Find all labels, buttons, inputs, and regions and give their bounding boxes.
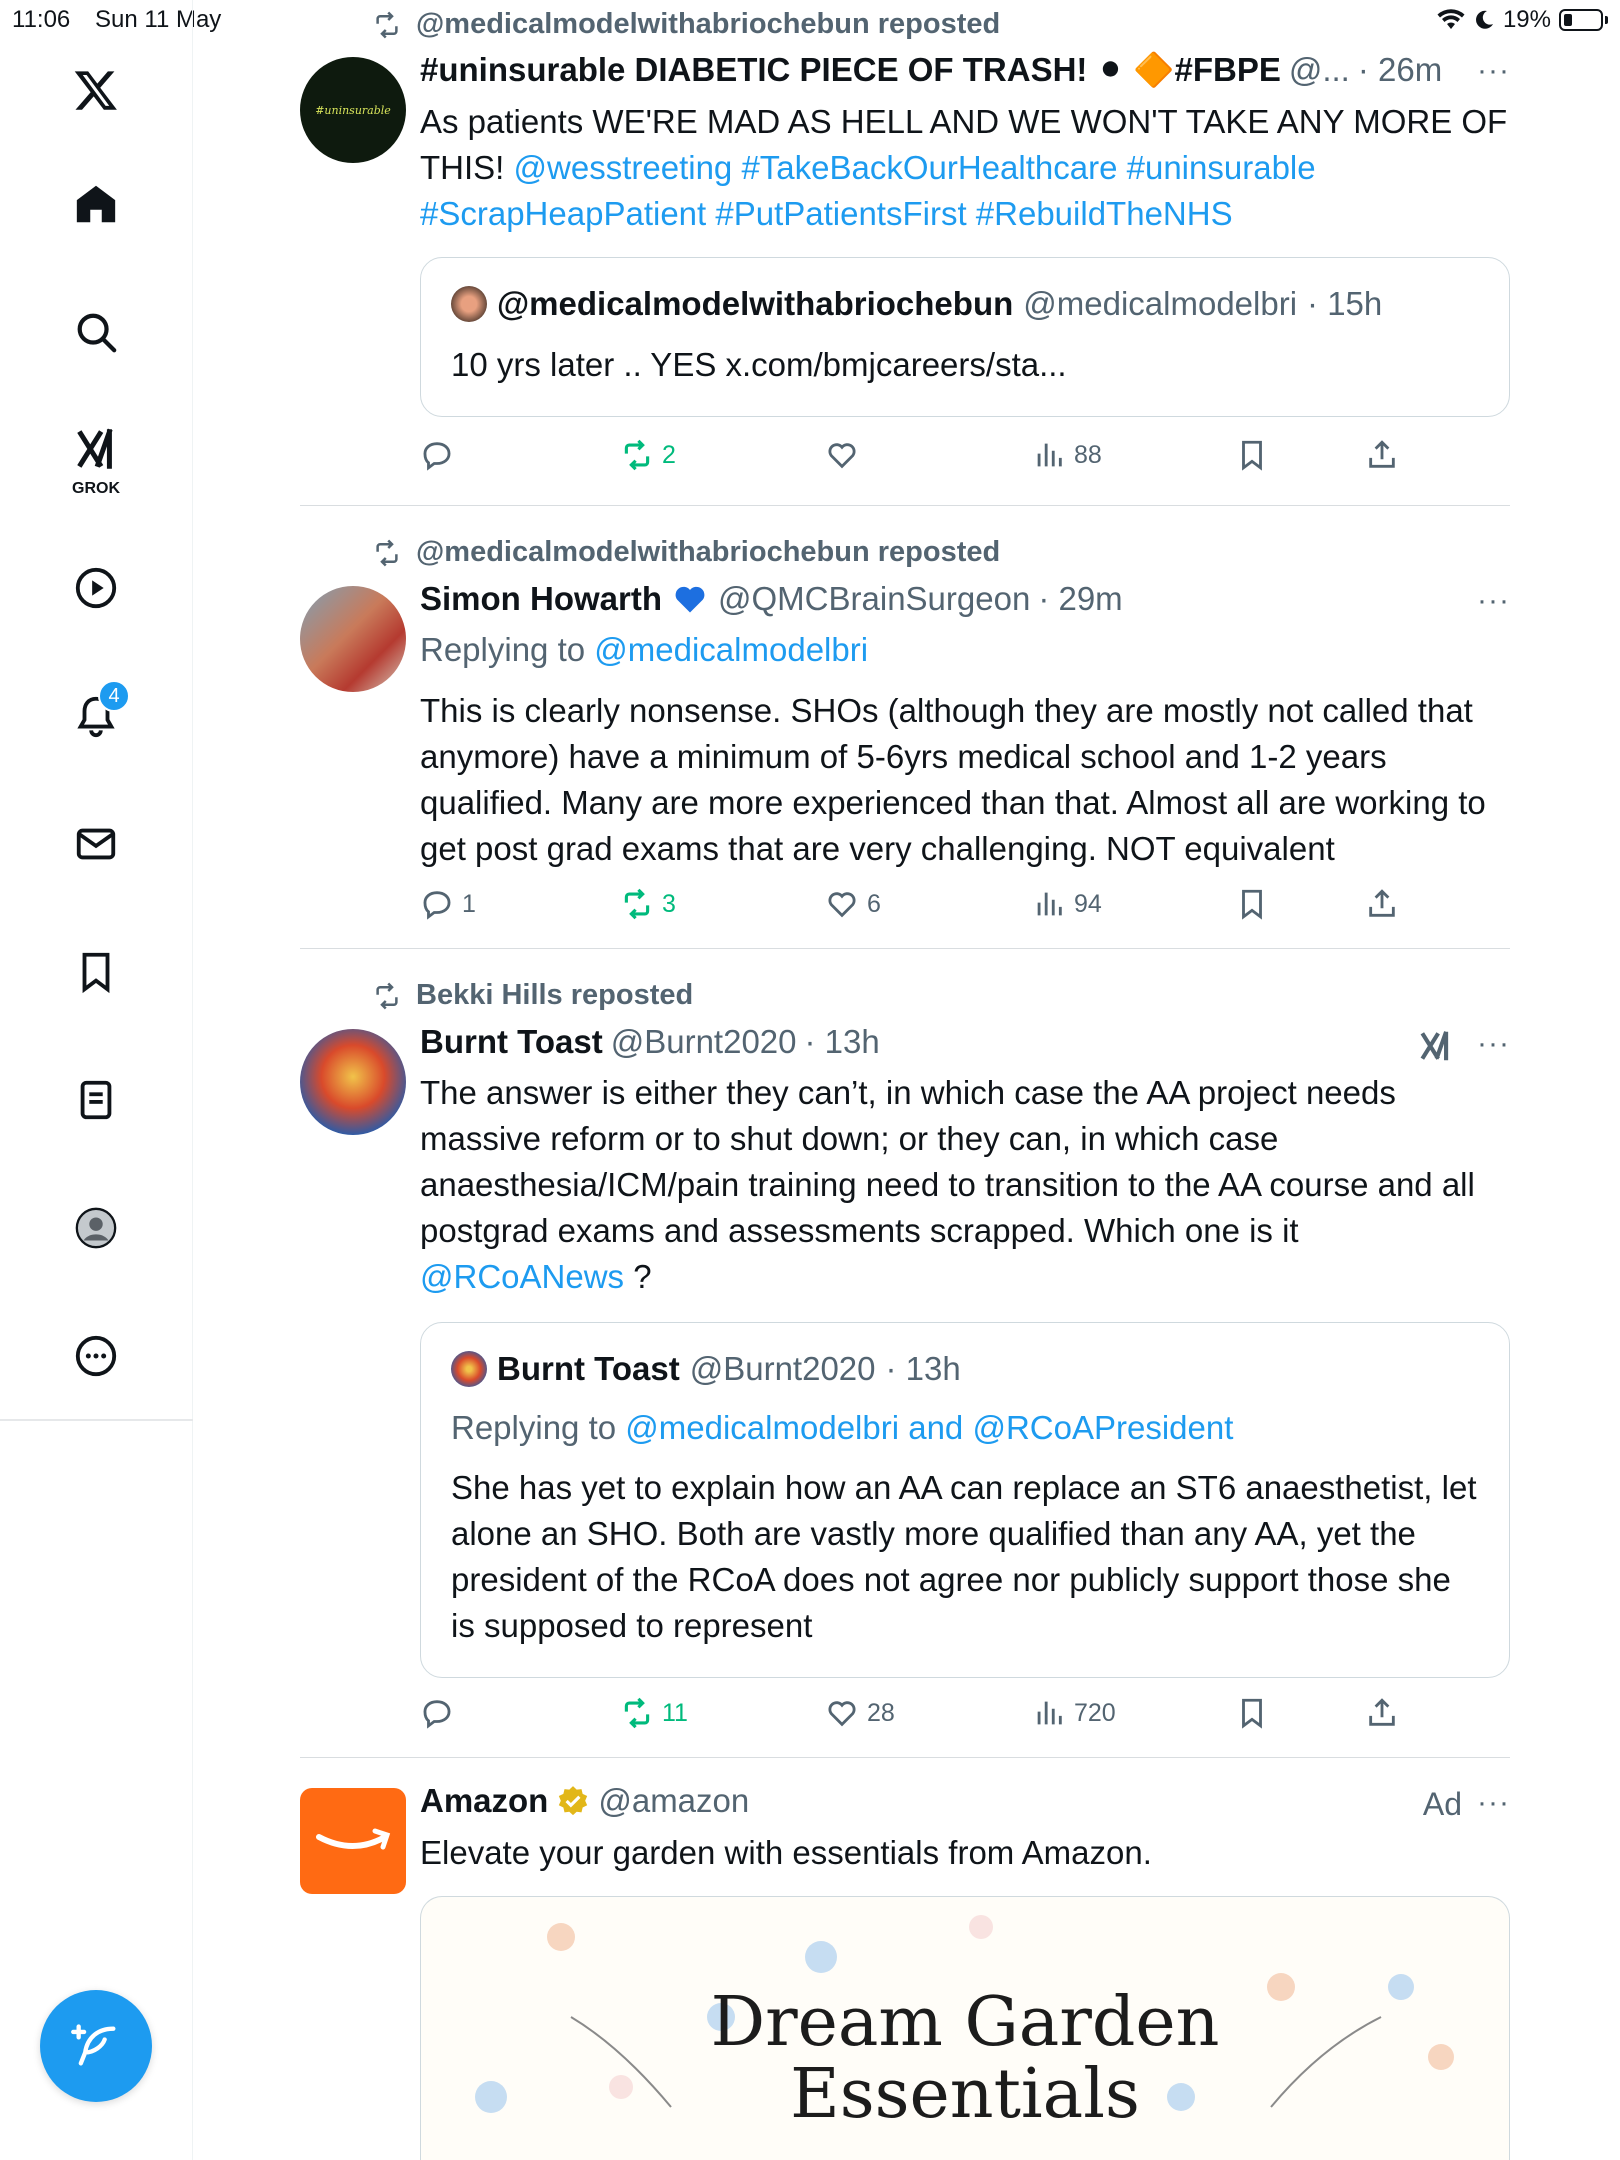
sidebar-divider [0,1419,193,1421]
more-options-icon[interactable]: ··· [1477,584,1510,617]
more-options-icon[interactable]: ··· [1477,54,1510,87]
avatar[interactable] [300,586,406,692]
tweet-header [420,50,1442,90]
author-name[interactable]: Burnt Toast [420,1023,603,1060]
quote-author-handle: @Burnt2020 [689,1350,876,1387]
author-name[interactable]: Simon Howarth [420,580,663,617]
tweet[interactable] [300,0,1510,505]
bookmark-button[interactable] [1235,887,1269,921]
verified-gold-badge-icon [556,1784,590,1818]
reply-button[interactable] [420,887,476,921]
quote-author-handle: @medicalmodelbri [1023,285,1298,322]
like-count: 6 [867,889,881,918]
profile-avatar-icon[interactable] [60,1192,132,1264]
replying-to-handle[interactable]: @medicalmodelbri [594,631,869,668]
quote-author-name: Burnt Toast [497,1350,680,1387]
notifications-bell-icon[interactable] [60,680,132,752]
bookmark-icon [1235,1696,1269,1730]
author-handle[interactable]: @Burnt2020 [610,1023,797,1060]
avatar[interactable] [300,1029,406,1135]
share-icon [1365,887,1399,921]
like-button[interactable] [825,438,867,472]
tweet-actions [420,438,1510,484]
repost-icon [372,538,402,568]
blue-heart-icon [670,581,710,617]
reply-count: 1 [462,889,476,918]
reply-icon [420,887,454,921]
quote-author-name: @medicalmodelwithabriochebun [497,285,1014,322]
quote-header [451,285,1382,323]
sidebar [0,0,193,2160]
tweet-actions [420,887,1510,933]
reply-button[interactable] [420,438,462,472]
avatar[interactable] [300,57,406,163]
avatar-text: #uninsurable [315,103,391,117]
repost-count: 2 [662,440,676,469]
grok-icon[interactable] [1416,1027,1454,1065]
views-chart-icon [1032,1696,1066,1730]
tweet-mention-suffix: ? [624,1258,652,1295]
tweet[interactable] [300,506,1510,948]
quote-text: 10 yrs later .. YES x.com/bmjcareers/sta... [451,346,1067,383]
tweet-links[interactable]: @wesstreeting #TakeBackOurHealthcare #uninsurable [513,149,1316,186]
like-button[interactable] [825,887,881,921]
views-button[interactable] [1032,438,1102,472]
messages-mail-icon[interactable] [60,808,132,880]
author-name[interactable]: Amazon [420,1782,549,1819]
ad-title-line2: Essentials [790,2055,1140,2134]
search-icon[interactable] [60,296,132,368]
views-button[interactable] [1032,1696,1116,1730]
status-date: Sun 11 May [95,6,222,33]
quote-replying-to [451,1409,1233,1447]
ad-label: Ad [1422,1786,1462,1822]
quote-time: · 13h [885,1350,961,1387]
repost-button[interactable] [620,887,676,921]
battery-percent: 19% [1502,6,1551,33]
bookmark-icon [1235,887,1269,921]
ad-tweet[interactable] [300,1758,1510,2160]
author-handle[interactable]: @amazon [598,1782,750,1819]
tweet-text [420,99,1510,237]
views-count: 88 [1074,440,1102,469]
views-button[interactable] [1032,887,1102,921]
quote-avatar [451,286,487,322]
repost-by-text: @medicalmodelwithabriochebun reposted [416,536,1001,568]
bookmark-icon [1235,438,1269,472]
tweet-time[interactable]: · 26m [1357,51,1443,88]
repost-indicator [372,536,1000,569]
repost-icon [620,438,654,472]
repost-icon [620,1696,654,1730]
tweet-text [420,1070,1510,1300]
like-count: 28 [867,1698,895,1727]
tweet-text-plain: As patients WE'RE MAD AS HELL AND WE WON'T TAKE ANY MORE OF THIS! [420,103,1508,186]
share-button[interactable] [1365,887,1399,921]
share-button[interactable] [1365,438,1399,472]
tweet[interactable] [300,949,1510,1757]
repost-icon [620,887,654,921]
reply-icon [420,438,454,472]
ad-title-line1: Dream Garden [710,1983,1220,2062]
quote-replying-label: Replying to [451,1409,617,1446]
views-count: 720 [1074,1698,1116,1727]
repost-icon [372,981,402,1011]
ad-image[interactable] [420,1896,1510,2160]
more-options-icon[interactable]: ··· [1477,1027,1510,1060]
more-options-icon[interactable]: ··· [1477,1786,1510,1819]
tweet-time[interactable]: · 13h [804,1023,880,1060]
video-play-icon[interactable] [60,552,132,624]
status-time: 11:06 [12,6,71,33]
views-count: 94 [1074,889,1102,918]
views-chart-icon [1032,438,1066,472]
author-handle[interactable]: @... [1288,51,1350,88]
reply-icon [420,1696,454,1730]
share-button[interactable] [1365,1696,1399,1730]
quote-header [451,1350,961,1388]
bookmarks-icon[interactable] [60,936,132,1008]
quoted-tweet[interactable] [420,1322,1510,1678]
repost-indicator [372,979,693,1012]
quote-replying-handles[interactable]: @medicalmodelbri and @RCoAPresident [625,1409,1234,1446]
tweet-header [420,1782,749,1820]
notification-badge: 4 [98,680,130,712]
tweet-actions [420,1696,1510,1742]
author-handle[interactable]: @QMCBrainSurgeon [718,580,1031,617]
grok-label: GROK [72,480,120,497]
share-icon [1365,1696,1399,1730]
heart-icon [825,887,859,921]
tweet-header [420,1023,880,1061]
repost-by-text: Bekki Hills reposted [416,979,694,1011]
bookmark-button[interactable] [1235,1696,1269,1730]
quote-time: · 15h [1307,285,1383,322]
repost-count: 11 [662,1698,688,1727]
author-name[interactable]: #uninsurable DIABETIC PIECE OF TRASH! ⚫ 🔶#FBPE [420,51,1281,88]
compose-post-button[interactable] [40,1990,152,2102]
replying-to [420,631,868,669]
x-logo-icon[interactable] [60,54,132,126]
more-circle-icon[interactable] [60,1320,132,1392]
views-chart-icon [1032,887,1066,921]
quoted-tweet[interactable] [420,257,1510,417]
amazon-logo-avatar[interactable] [300,1788,406,1894]
heart-icon [825,438,859,472]
tweet-header [420,580,1123,618]
lists-icon[interactable] [60,1064,132,1136]
grok-icon[interactable] [60,420,132,497]
repost-button[interactable] [620,1696,688,1730]
heart-icon [825,1696,859,1730]
compose-feather-icon [70,2020,122,2072]
share-icon [1365,438,1399,472]
quote-avatar [451,1351,487,1387]
tweet-text: This is clearly nonsense. SHOs (although they are mostly not called that anymore) have a minimum of 5-6yrs medical school and 1-2 years qualified. Many are more experienced than that. Almost all are working to get post grad exams that are very challenging. NOT equivalent [420,692,1486,867]
tweet-mention[interactable]: @RCoANews [420,1258,625,1295]
repost-button[interactable] [620,438,676,472]
home-icon[interactable] [60,168,132,240]
replying-to-label: Replying to [420,631,586,668]
amazon-smile-icon [313,1821,393,1861]
repost-icon [372,10,402,40]
timeline [194,0,1620,2160]
like-button[interactable] [825,1696,895,1730]
quote-text: She has yet to explain how an AA can replace an ST6 anaesthetist, let alone an SHO. Both are vastly more qualified than any AA, yet the president of the RCoA does not agree nor publicly support those she is supposed to represent [451,1469,1477,1644]
repost-indicator [372,8,1000,41]
tweet-time[interactable]: · 29m [1038,580,1123,617]
reply-button[interactable] [420,1696,462,1730]
tweet-hashtags[interactable]: #ScrapHeapPatient #PutPatientsFirst #RebuildTheNHS [420,195,1233,232]
bookmark-button[interactable] [1235,438,1269,472]
repost-by-text: @medicalmodelwithabriochebun reposted [416,8,1001,40]
tweet-text-plain: The answer is either they can’t, in which case the AA project needs massive reform or to shut down; or they can, in which case anaesthesia/ICM/pain training need to transition to the AA course and all postgrad exams and assessments scrapped. Which one is it [420,1074,1475,1249]
tweet-text: Elevate your garden with essentials from Amazon. [420,1834,1152,1871]
repost-count: 3 [662,889,676,918]
